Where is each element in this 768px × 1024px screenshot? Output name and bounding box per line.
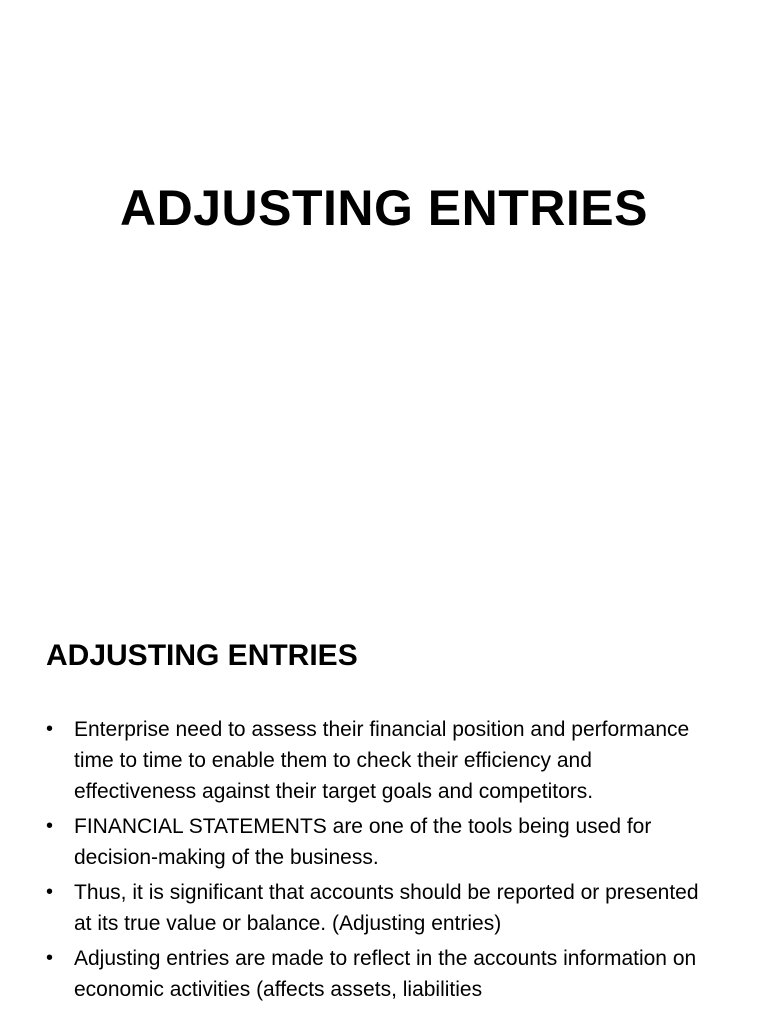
bullet-text: FINANCIAL STATEMENTS are one of the tools being used for decision-making of the business. — [74, 815, 652, 869]
bullet-marker: • — [46, 718, 54, 740]
bullet-text: Enterprise need to assess their financial position and performance time to time to enable them to check their efficiency and effectiveness against their target goals and competitors. — [74, 718, 690, 803]
bullet-marker: • — [46, 881, 54, 903]
bullet-text: Adjusting entries are made to reflect in the accounts information on economic activities (affects assets, liabilities — [74, 947, 697, 1001]
bullet-text: Thus, it is significant that accounts should be reported or presented at its true value or balance. (Adjusting entries) — [74, 881, 699, 935]
section-heading: ADJUSTING ENTRIES — [46, 639, 358, 672]
bullet-item — [46, 714, 706, 807]
bullet-item — [46, 943, 706, 1005]
bullet-marker: • — [46, 815, 54, 837]
bullet-item — [46, 877, 706, 939]
bullet-item — [46, 811, 706, 873]
bullet-marker: • — [46, 947, 54, 969]
slide-title: ADJUSTING ENTRIES — [119, 180, 648, 236]
bullet-list — [46, 714, 706, 1009]
